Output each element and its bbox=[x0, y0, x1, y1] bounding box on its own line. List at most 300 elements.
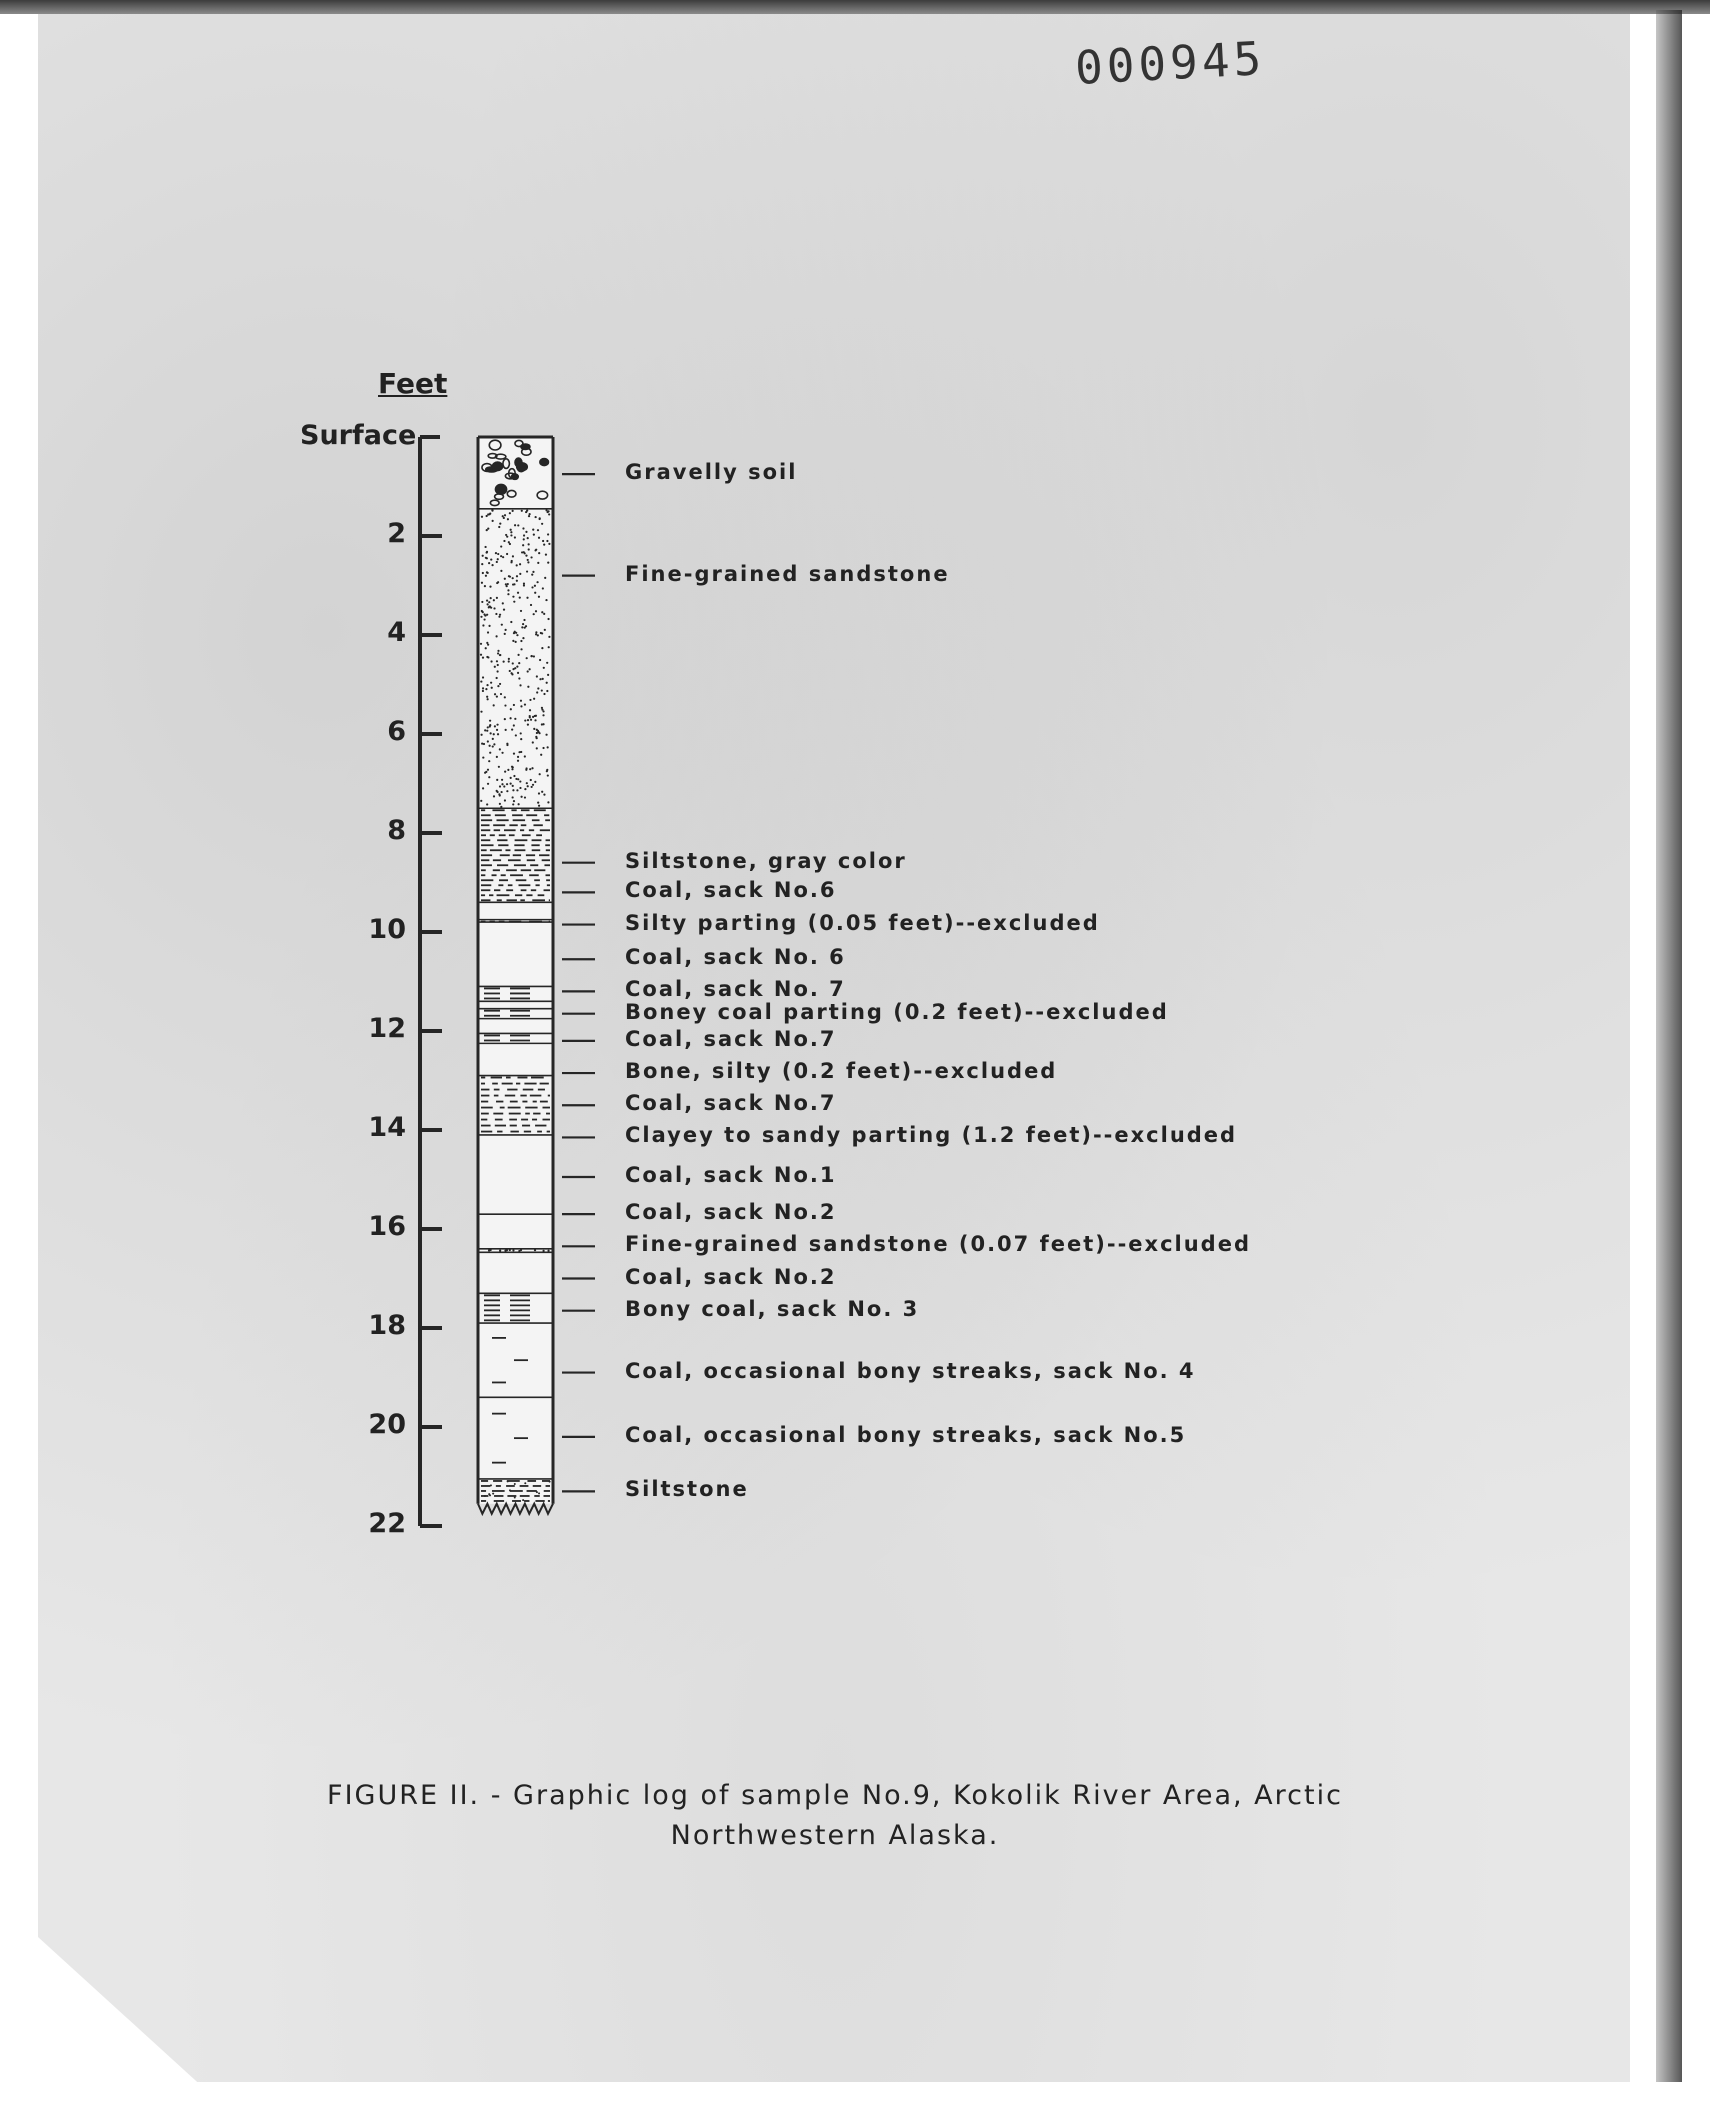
sand-dot bbox=[547, 533, 549, 535]
sand-dot bbox=[537, 687, 539, 689]
sand-dot bbox=[524, 796, 526, 798]
sand-dot bbox=[498, 766, 500, 768]
sand-dot bbox=[511, 768, 513, 770]
sand-dot bbox=[501, 791, 503, 793]
gravel-mark bbox=[517, 463, 528, 471]
sand-dot bbox=[499, 794, 501, 796]
sand-dot bbox=[540, 632, 542, 634]
sand-dot bbox=[504, 799, 506, 801]
sand-dot bbox=[527, 686, 529, 688]
sand-dot bbox=[496, 779, 498, 781]
sand-dot bbox=[480, 654, 482, 656]
sand-dot bbox=[546, 690, 548, 692]
sand-dot bbox=[520, 705, 522, 707]
sand-dot bbox=[547, 618, 549, 620]
sand-dot bbox=[496, 729, 498, 731]
sand-dot bbox=[497, 670, 499, 672]
layer-fill bbox=[478, 1001, 553, 1008]
sand-dot bbox=[487, 740, 489, 742]
tick-label: 10 bbox=[368, 914, 406, 945]
sand-dot bbox=[513, 753, 515, 755]
layer-label: Coal, sack No.2 bbox=[625, 1264, 837, 1289]
sand-dot bbox=[547, 746, 549, 748]
sand-dot bbox=[545, 554, 547, 556]
sand-dot bbox=[519, 597, 521, 599]
sand-dot bbox=[481, 582, 483, 584]
sand-dot bbox=[513, 724, 515, 726]
sand-dot bbox=[482, 572, 484, 574]
sand-dot bbox=[512, 583, 514, 585]
sand-dot bbox=[481, 516, 483, 518]
sand-dot bbox=[480, 734, 482, 736]
sand-dot bbox=[538, 792, 540, 794]
layer-label: Boney coal parting (0.2 feet)--excluded bbox=[625, 999, 1169, 1024]
sand-dot bbox=[542, 714, 544, 716]
sand-dot bbox=[545, 734, 547, 736]
sand-dot bbox=[503, 660, 505, 662]
sand-dot bbox=[520, 796, 522, 798]
sand-dot bbox=[543, 693, 545, 695]
sand-dot bbox=[510, 672, 512, 674]
sand-dot bbox=[539, 678, 541, 680]
layer-fill bbox=[478, 922, 553, 986]
sand-dot bbox=[482, 624, 484, 626]
layer-fill bbox=[478, 1293, 553, 1323]
sand-dot bbox=[486, 656, 488, 658]
sand-dot bbox=[528, 548, 530, 550]
sand-dot bbox=[516, 634, 518, 636]
sand-dot bbox=[526, 657, 528, 659]
layer-label: Coal, occasional bony streaks, sack No.5 bbox=[625, 1422, 1187, 1447]
sand-dot bbox=[480, 711, 482, 713]
layer-fill bbox=[478, 1252, 553, 1293]
sand-dot bbox=[543, 667, 545, 669]
sand-dot bbox=[482, 690, 484, 692]
sand-dot bbox=[509, 512, 511, 514]
sand-dot bbox=[500, 545, 502, 547]
sand-dot bbox=[514, 1483, 516, 1485]
sand-dot bbox=[516, 789, 518, 791]
sand-dot bbox=[487, 528, 489, 530]
sand-dot bbox=[513, 601, 515, 603]
sand-dot bbox=[546, 682, 548, 684]
sand-dot bbox=[508, 660, 510, 662]
sand-dot bbox=[503, 540, 505, 542]
sand-dot bbox=[502, 602, 504, 604]
sand-dot bbox=[486, 551, 488, 553]
sand-dot bbox=[541, 647, 543, 649]
sand-dot bbox=[497, 733, 499, 735]
sand-dot bbox=[535, 549, 537, 551]
surface-label: Surface bbox=[300, 420, 417, 451]
sand-dot bbox=[536, 581, 538, 583]
sand-dot bbox=[536, 1491, 538, 1493]
sand-dot bbox=[506, 790, 508, 792]
sand-dot bbox=[484, 546, 486, 548]
sand-dot bbox=[492, 738, 494, 740]
log-layer-siltstone bbox=[478, 1479, 553, 1504]
sand-dot bbox=[548, 543, 550, 545]
sand-dot bbox=[496, 660, 498, 662]
sand-dot bbox=[530, 604, 532, 606]
sand-dot bbox=[547, 774, 549, 776]
sand-dot bbox=[530, 556, 532, 558]
sand-dot bbox=[524, 719, 526, 721]
sand-dot bbox=[515, 641, 517, 643]
sand-dot bbox=[509, 670, 511, 672]
sand-dot bbox=[544, 577, 546, 579]
sand-dot bbox=[519, 787, 521, 789]
sand-dot bbox=[489, 586, 491, 588]
sand-dot bbox=[490, 1484, 492, 1486]
layer-label: Fine-grained sandstone (0.07 feet)--excluded bbox=[625, 1232, 1251, 1257]
sand-dot bbox=[546, 770, 548, 772]
sand-dot bbox=[496, 756, 498, 758]
sand-dot bbox=[512, 596, 514, 598]
sand-dot bbox=[532, 741, 534, 743]
sand-dot bbox=[527, 559, 529, 561]
sand-dot bbox=[519, 684, 521, 686]
gravel-mark bbox=[492, 462, 502, 470]
log-layer-coal-streaks bbox=[478, 1397, 553, 1479]
sand-dot bbox=[513, 800, 515, 802]
layer-label: Coal, sack No.7 bbox=[625, 1026, 837, 1051]
sand-dot bbox=[489, 1494, 491, 1496]
sand-dot bbox=[520, 648, 522, 650]
sand-dot bbox=[529, 715, 531, 717]
sand-dot bbox=[527, 670, 529, 672]
sand-dot bbox=[533, 534, 535, 536]
sand-dot bbox=[543, 794, 545, 796]
tick-label: 20 bbox=[368, 1409, 406, 1440]
axis-title: Feet bbox=[378, 367, 448, 400]
sand-dot bbox=[537, 562, 539, 564]
sand-dot bbox=[497, 664, 499, 666]
tick-label: 4 bbox=[387, 617, 406, 648]
sand-dot bbox=[513, 775, 515, 777]
sand-dot bbox=[484, 585, 486, 587]
sand-dot bbox=[490, 732, 492, 734]
sand-dot bbox=[536, 675, 538, 677]
layer-label: Coal, sack No.7 bbox=[625, 1091, 837, 1116]
sand-dot bbox=[508, 658, 510, 660]
sand-dot bbox=[527, 561, 529, 563]
sand-dot bbox=[517, 524, 519, 526]
sand-dot bbox=[491, 687, 493, 689]
sand-dot bbox=[507, 518, 509, 520]
sand-dot bbox=[529, 699, 531, 701]
sand-dot bbox=[529, 709, 531, 711]
sand-dot bbox=[537, 802, 539, 804]
sand-dot bbox=[518, 677, 520, 679]
gravel-mark bbox=[495, 484, 506, 494]
sand-dot bbox=[487, 513, 489, 515]
sand-dot bbox=[483, 613, 485, 615]
log-layer-coal bbox=[478, 902, 553, 919]
sand-dot bbox=[483, 618, 485, 620]
layer-label: Coal, sack No.2 bbox=[625, 1200, 837, 1225]
sand-dot bbox=[486, 599, 488, 601]
sand-dot bbox=[547, 801, 549, 803]
layer-label: Coal, sack No.6 bbox=[625, 878, 837, 903]
sand-dot bbox=[509, 1489, 511, 1491]
sand-dot bbox=[512, 555, 514, 557]
sand-dot bbox=[519, 780, 521, 782]
sand-dot bbox=[526, 570, 528, 572]
layer-label: Bone, silty (0.2 feet)--excluded bbox=[625, 1059, 1058, 1084]
log-layer-bony bbox=[478, 1033, 553, 1043]
sand-dot bbox=[538, 596, 540, 598]
sand-dot bbox=[520, 751, 522, 753]
log-layer-coal bbox=[478, 1001, 553, 1008]
sand-dot bbox=[499, 614, 501, 616]
sand-dot bbox=[482, 787, 484, 789]
sand-dot bbox=[480, 800, 482, 802]
log-layer-bony-streak bbox=[478, 1293, 553, 1323]
sand-dot bbox=[517, 756, 519, 758]
sand-dot bbox=[499, 683, 501, 685]
sand-dot bbox=[517, 672, 519, 674]
layer-fill bbox=[478, 509, 553, 808]
sand-dot bbox=[524, 703, 526, 705]
sand-dot bbox=[489, 720, 491, 722]
sand-dot bbox=[510, 621, 512, 623]
sand-dot bbox=[482, 756, 484, 758]
sand-dot bbox=[481, 743, 483, 745]
sand-dot bbox=[541, 791, 543, 793]
sand-dot bbox=[488, 601, 490, 603]
sand-dot bbox=[531, 574, 533, 576]
log-layer-silt bbox=[478, 808, 553, 902]
sand-dot bbox=[492, 520, 494, 522]
sand-dot bbox=[509, 717, 511, 719]
sand-dot bbox=[480, 616, 482, 618]
layer-fill bbox=[478, 1043, 553, 1075]
layer-label: Siltstone bbox=[625, 1477, 749, 1502]
sand-dot bbox=[523, 534, 525, 536]
sand-dot bbox=[493, 733, 495, 735]
sand-dot bbox=[501, 752, 503, 754]
sand-dot bbox=[487, 698, 489, 700]
sand-dot bbox=[525, 531, 527, 533]
sand-dot bbox=[501, 783, 503, 785]
layer-fill bbox=[478, 1214, 553, 1249]
sand-dot bbox=[548, 636, 550, 638]
sand-dot bbox=[495, 613, 497, 615]
sand-dot bbox=[547, 511, 549, 513]
sand-dot bbox=[489, 745, 491, 747]
sand-dot bbox=[507, 769, 509, 771]
sand-dot bbox=[482, 687, 484, 689]
sand-dot bbox=[540, 754, 542, 756]
sand-dot bbox=[507, 593, 509, 595]
sand-dot bbox=[533, 698, 535, 700]
tick-label: 2 bbox=[387, 518, 406, 549]
sand-dot bbox=[481, 610, 483, 612]
sand-dot bbox=[504, 514, 506, 516]
sand-dot bbox=[517, 592, 519, 594]
log-layer-bony bbox=[478, 1009, 553, 1019]
sand-dot bbox=[510, 531, 512, 533]
sand-dot bbox=[480, 643, 482, 645]
sand-dot bbox=[517, 654, 519, 656]
sand-dot bbox=[506, 743, 508, 745]
sand-dot bbox=[534, 781, 536, 783]
sand-dot bbox=[496, 695, 498, 697]
sand-dot bbox=[541, 689, 543, 691]
sand-dot bbox=[487, 572, 489, 574]
log-layer-coal-streaks bbox=[478, 1323, 553, 1397]
sand-dot bbox=[486, 696, 488, 698]
sand-dot bbox=[520, 700, 522, 702]
layer-label: Coal, occasional bony streaks, sack No. 4 bbox=[625, 1358, 1196, 1383]
sand-dot bbox=[488, 562, 490, 564]
sand-dot bbox=[536, 747, 538, 749]
sand-dot bbox=[512, 510, 514, 512]
sand-dot bbox=[545, 599, 547, 601]
sand-dot bbox=[539, 773, 541, 775]
sand-dot bbox=[519, 573, 521, 575]
sand-dot bbox=[529, 768, 531, 770]
sand-dot bbox=[511, 728, 513, 730]
sand-dot bbox=[541, 523, 543, 525]
sand-dot bbox=[500, 693, 502, 695]
sand-dot bbox=[524, 755, 526, 757]
sand-dot bbox=[519, 563, 521, 565]
sand-dot bbox=[528, 543, 530, 545]
sand-dot bbox=[535, 610, 537, 612]
sand-dot bbox=[526, 597, 528, 599]
sand-dot bbox=[517, 760, 519, 762]
sand-dot bbox=[500, 570, 502, 572]
sand-dot bbox=[501, 779, 503, 781]
sand-dot bbox=[525, 769, 527, 771]
sand-dot bbox=[482, 555, 484, 557]
sand-dot bbox=[485, 688, 487, 690]
sand-dot bbox=[532, 784, 534, 786]
sand-dot bbox=[512, 668, 514, 670]
sand-dot bbox=[493, 743, 495, 745]
log-layer-coal bbox=[478, 1214, 553, 1249]
sand-dot bbox=[539, 659, 541, 661]
layer-label: Siltstone, gray color bbox=[625, 848, 907, 873]
layer-label: Silty parting (0.05 feet)--excluded bbox=[625, 910, 1100, 935]
sand-dot bbox=[518, 803, 520, 805]
sand-dot bbox=[521, 626, 523, 628]
sand-dot bbox=[505, 729, 507, 731]
sand-dot bbox=[486, 803, 488, 805]
sand-dot bbox=[490, 660, 492, 662]
sand-dot bbox=[510, 534, 512, 536]
sand-dot bbox=[529, 668, 531, 670]
sand-dot bbox=[533, 655, 535, 657]
sand-dot bbox=[516, 580, 518, 582]
layer-fill bbox=[478, 1135, 553, 1214]
sand-dot bbox=[493, 607, 495, 609]
layer-label: Bony coal, sack No. 3 bbox=[625, 1296, 920, 1321]
log-layer-sand bbox=[478, 509, 553, 808]
sand-dot bbox=[522, 637, 524, 639]
tick-label: 14 bbox=[368, 1112, 406, 1143]
tick-label: 18 bbox=[368, 1310, 406, 1341]
sand-dot bbox=[485, 575, 487, 577]
sand-dot bbox=[542, 747, 544, 749]
sand-dot bbox=[493, 704, 495, 706]
sand-dot bbox=[499, 1249, 501, 1251]
sand-dot bbox=[542, 678, 544, 680]
sand-dot bbox=[490, 558, 492, 560]
sand-dot bbox=[509, 576, 511, 578]
sand-dot bbox=[509, 543, 511, 545]
sand-dot bbox=[530, 719, 532, 721]
sand-dot bbox=[503, 785, 505, 787]
layer-label: Coal, sack No.1 bbox=[625, 1163, 837, 1188]
sand-dot bbox=[503, 609, 505, 611]
sand-dot bbox=[512, 796, 514, 798]
sand-dot bbox=[531, 586, 533, 588]
layer-label: Coal, sack No. 7 bbox=[625, 977, 846, 1002]
sand-dot bbox=[504, 704, 506, 706]
sand-dot bbox=[491, 564, 493, 566]
sand-dot bbox=[494, 725, 496, 727]
sand-dot bbox=[514, 524, 516, 526]
sand-dot bbox=[528, 515, 530, 517]
sand-dot bbox=[496, 677, 498, 679]
sand-dot bbox=[486, 730, 488, 732]
sand-dot bbox=[507, 1480, 509, 1482]
sand-dot bbox=[502, 556, 504, 558]
sand-dot bbox=[538, 552, 540, 554]
sand-dot bbox=[504, 578, 506, 580]
sand-dot bbox=[510, 783, 512, 785]
sand-dot bbox=[536, 729, 538, 731]
sand-dot bbox=[510, 529, 512, 531]
sand-dot bbox=[497, 652, 499, 654]
figure-caption-line-2: Northwestern Alaska. bbox=[670, 1820, 1000, 1851]
sand-dot bbox=[488, 1249, 490, 1251]
sand-dot bbox=[498, 616, 500, 618]
figure-caption-line-1: FIGURE II. - Graphic log of sample No.9, Kokolik River Area, Arctic bbox=[327, 1780, 1343, 1811]
sand-dot bbox=[501, 624, 503, 626]
sand-dot bbox=[484, 772, 486, 774]
sand-dot bbox=[480, 680, 482, 682]
sand-dot bbox=[496, 790, 498, 792]
sand-dot bbox=[539, 518, 541, 520]
sand-dot bbox=[488, 625, 490, 627]
sand-dot bbox=[486, 614, 488, 616]
sand-dot bbox=[538, 1492, 540, 1494]
sand-dot bbox=[499, 785, 501, 787]
sand-dot bbox=[510, 708, 512, 710]
sand-dot bbox=[513, 704, 515, 706]
sand-dot bbox=[504, 633, 506, 635]
sand-dot bbox=[481, 601, 483, 603]
sand-dot bbox=[497, 685, 499, 687]
sand-dot bbox=[512, 785, 514, 787]
sand-dot bbox=[522, 527, 524, 529]
sand-dot bbox=[514, 1496, 516, 1498]
sand-dot bbox=[481, 563, 483, 565]
sand-dot bbox=[536, 691, 538, 693]
sand-dot bbox=[514, 536, 516, 538]
sand-dot bbox=[500, 555, 502, 557]
sand-dot bbox=[487, 631, 489, 633]
sand-dot bbox=[487, 769, 489, 771]
sand-dot bbox=[534, 592, 536, 594]
sand-dot bbox=[497, 553, 499, 555]
sand-dot bbox=[512, 662, 514, 664]
sand-dot bbox=[522, 623, 524, 625]
